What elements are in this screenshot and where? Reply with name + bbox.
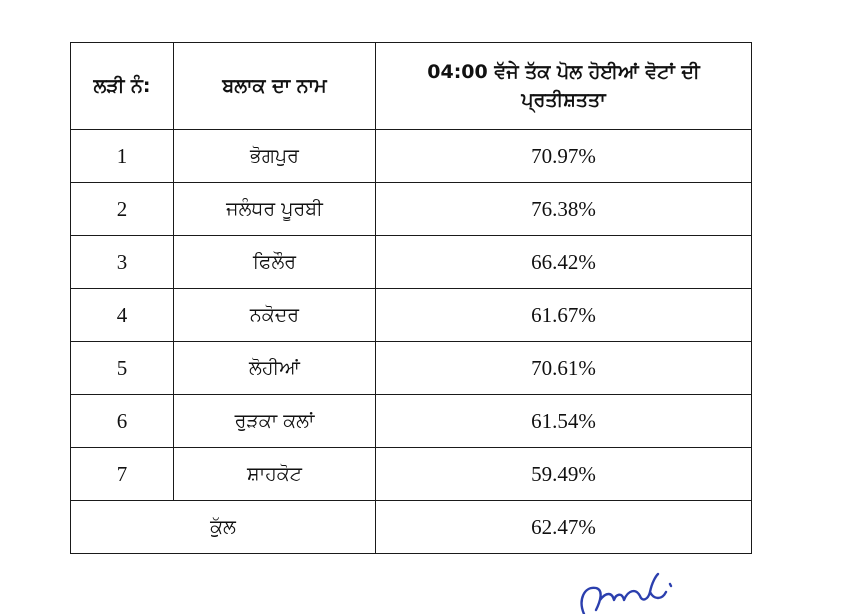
table-row bbox=[71, 448, 752, 501]
percentage-cell: 70.97% bbox=[376, 130, 752, 183]
percentage-cell: 66.42% bbox=[376, 236, 752, 289]
percentage-cell: 59.49% bbox=[376, 448, 752, 501]
header-percentage: 04:00 ਵੱਜੇ ਤੱਕ ਪੋਲ ਹੋਈਆਂ ਵੋਟਾਂ ਦੀ ਪ੍ਰਤੀਸ਼ਤਤਾ bbox=[376, 43, 752, 130]
serial-cell: 1 bbox=[71, 130, 174, 183]
total-row bbox=[71, 501, 752, 554]
header-row bbox=[71, 43, 752, 130]
percentage-cell: 76.38% bbox=[376, 183, 752, 236]
block-name-cell: ਜਲੰਧਰ ਪੂਰਬੀ bbox=[174, 183, 376, 236]
percentage-cell: 61.54% bbox=[376, 395, 752, 448]
serial-cell: 3 bbox=[71, 236, 174, 289]
serial-cell: 6 bbox=[71, 395, 174, 448]
total-percentage: 62.47% bbox=[376, 501, 752, 554]
block-name-cell: ਲੋਹੀਆਂ bbox=[174, 342, 376, 395]
block-name-cell: ਸ਼ਾਹਕੋਟ bbox=[174, 448, 376, 501]
table-row bbox=[71, 395, 752, 448]
table-row bbox=[71, 289, 752, 342]
total-label: ਕੁੱਲ bbox=[71, 501, 376, 554]
serial-cell: 5 bbox=[71, 342, 174, 395]
table-row bbox=[71, 183, 752, 236]
header-block-name: ਬਲਾਕ ਦਾ ਨਾਮ bbox=[174, 43, 376, 130]
header-serial: ਲੜੀ ਨੰ: bbox=[71, 43, 174, 130]
serial-cell: 4 bbox=[71, 289, 174, 342]
table-row bbox=[71, 236, 752, 289]
table-row bbox=[71, 342, 752, 395]
signature-stroke bbox=[582, 574, 671, 614]
block-name-cell: ਰੁੜਕਾ ਕਲਾਂ bbox=[174, 395, 376, 448]
table-row bbox=[71, 130, 752, 183]
serial-cell: 7 bbox=[71, 448, 174, 501]
percentage-cell: 70.61% bbox=[376, 342, 752, 395]
serial-cell: 2 bbox=[71, 183, 174, 236]
turnout-table bbox=[70, 42, 752, 554]
block-name-cell: ਭੋਗਪੁਰ bbox=[174, 130, 376, 183]
block-name-cell: ਫਿਲੌਰ bbox=[174, 236, 376, 289]
signature bbox=[570, 570, 720, 614]
percentage-cell: 61.67% bbox=[376, 289, 752, 342]
block-name-cell: ਨਕੋਦਰ bbox=[174, 289, 376, 342]
